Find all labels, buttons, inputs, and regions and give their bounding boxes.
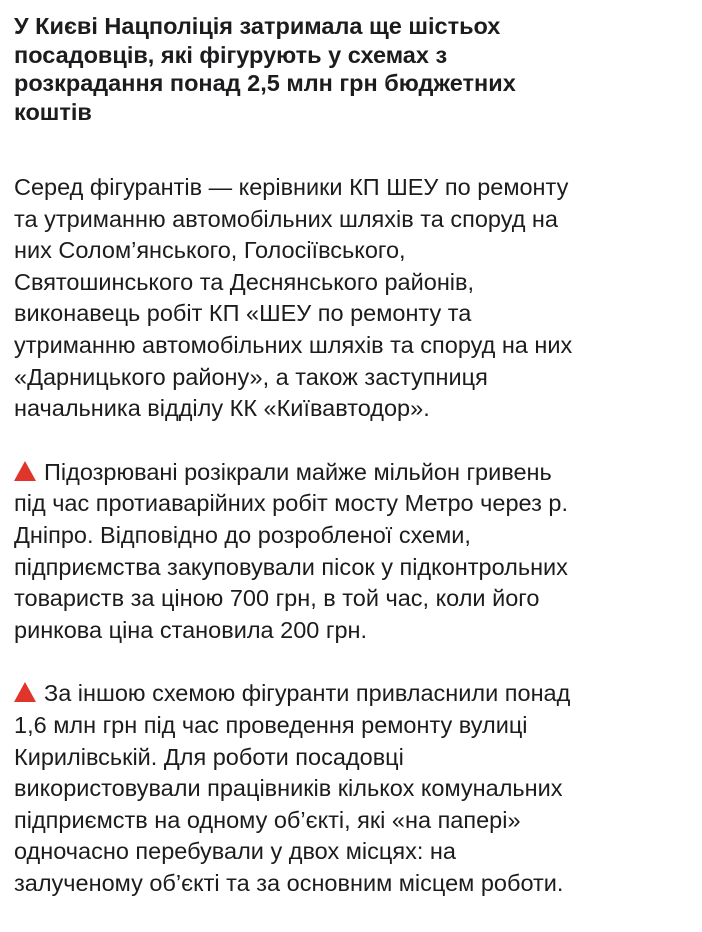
title-line: коштів — [14, 98, 92, 125]
paragraph-line: підприємства закуповували пісок у підконтрольних — [14, 553, 568, 580]
paragraph-line: 1,6 млн грн під час проведення ремонту вулиці — [14, 711, 528, 738]
paragraph-line: «Дарницького району», а також заступниця — [14, 363, 488, 390]
paragraph-line: залученому об’єкті та за основним місцем роботи. — [14, 869, 564, 896]
paragraph-line: під час протиаварійних робіт мосту Метро через р. — [14, 490, 568, 517]
paragraph-line: підприємств на одному об’єкті, які «на папері» — [14, 806, 521, 833]
paragraph-line-text: Підозрювані розікрали майже мільйон гривень — [44, 458, 552, 485]
paragraph-line: виконавець робіт КП «ШЕУ по ремонту та — [14, 300, 472, 327]
paragraph-line: начальника відділу КК «Київавтодор». — [14, 395, 430, 422]
paragraph-street-scheme — [14, 678, 682, 899]
red-triangle-icon — [14, 682, 36, 702]
paragraph-line: Кирилівській. Для роботи посадовці — [14, 743, 404, 770]
post-title — [14, 12, 682, 126]
paragraph-line — [14, 678, 682, 710]
paragraph-line: товариств за ціною 700 грн, в той час, коли його — [14, 585, 540, 612]
paragraph-line: утриманню автомобільних шляхів та споруд на них — [14, 331, 573, 358]
title-line: У Києві Нацполіція затримала ще шістьох — [14, 13, 501, 39]
paragraph-line: Серед фігурантів — керівники КП ШЕУ по ремонту — [14, 174, 569, 200]
paragraph-line-text: За іншою схемою фігуранти привласнили понад — [44, 680, 571, 707]
red-triangle-icon — [14, 461, 36, 481]
title-line: розкрадання понад 2,5 млн грн бюджетних — [14, 70, 516, 96]
title-line: посадовців, які фігурують у схемах з — [14, 41, 448, 68]
paragraph-line: одночасно перебували у двох місцях: на — [14, 838, 456, 865]
paragraph-line: використовували працівників кількох комунальних — [14, 775, 563, 802]
paragraph-line: ринкова ціна становила 200 грн. — [14, 616, 368, 643]
paragraph-line — [14, 457, 682, 489]
paragraph-line: Святошинського та Деснянського районів, — [14, 268, 475, 295]
paragraph-bridge-scheme — [14, 457, 682, 647]
paragraph-line: Дніпро. Відповідно до розробленої схеми, — [14, 521, 471, 548]
paragraph-suspects — [14, 172, 682, 425]
paragraph-line: них Солом’янського, Голосіївського, — [14, 237, 406, 264]
paragraph-line: та утриманню автомобільних шляхів та споруд на — [14, 205, 558, 232]
